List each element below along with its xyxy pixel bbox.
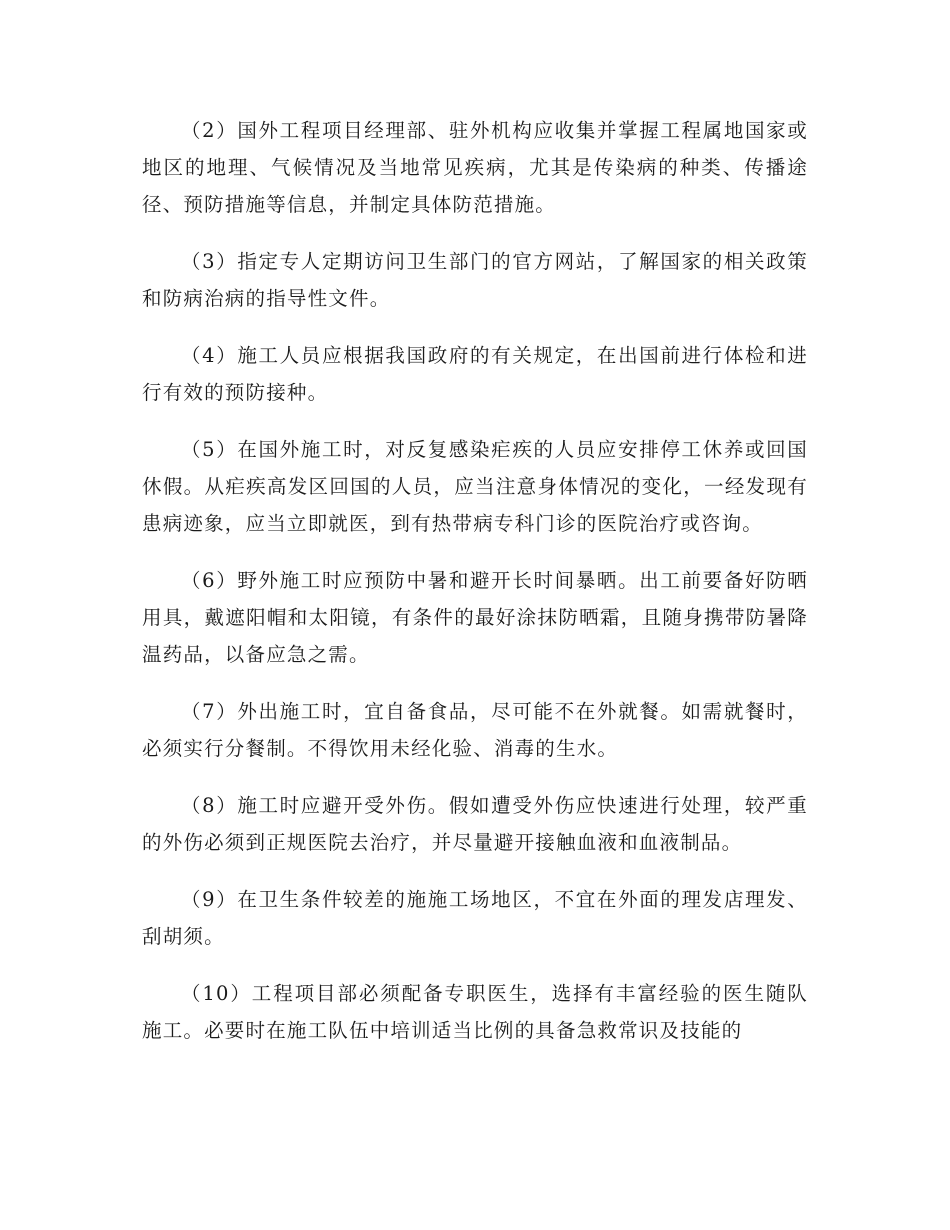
paragraph-2: （2）国外工程项目经理部、驻外机构应收集并掌握工程属地国家或地区的地理、气候情况及当地常见疾病，尤其是传染病的种类、传播途径、预防措施等信息，并制定具体防范措施。 (142, 119, 808, 216)
paragraph-5: （5）在国外施工时，对反复感染疟疾的人员应安排停工休养或回国休假。从疟疾高发区回国的人员，应当注意身体情况的变化，一经发现有患病迹象，应当立即就医，到有热带病专科门诊的医院治疗或咨询。 (142, 438, 808, 535)
paragraph-9: （9）在卫生条件较差的施施工场地区，不宜在外面的理发店理发、刮胡须。 (142, 888, 808, 948)
paragraph-7: （7）外出施工时，宜自备食品，尽可能不在外就餐。如需就餐时，必须实行分餐制。不得饮用未经化验、消毒的生水。 (142, 700, 808, 760)
document-body (142, 112, 808, 1069)
paragraph-6: （6）野外施工时应预防中暑和避开长时间暴晒。出工前要备好防晒用具，戴遮阳帽和太阳镜，有条件的最好涂抹防晒霜，且随身携带防暑降温药品，以备应急之需。 (142, 569, 808, 666)
paragraph-10: （10）工程项目部必须配备专职医生，选择有丰富经验的医生随队施工。必要时在施工队伍中培训适当比例的具备急救常识及技能的 (142, 982, 808, 1042)
paragraph-8: （8）施工时应避开受外伤。假如遭受外伤应快速进行处理，较严重的外伤必须到正规医院去治疗，并尽量避开接触血液和血液制品。 (142, 794, 808, 854)
paragraph-3: （3）指定专人定期访问卫生部门的官方网站，了解国家的相关政策和防病治病的指导性文件。 (142, 250, 808, 310)
paragraph-4: （4）施工人员应根据我国政府的有关规定，在出国前进行体检和进行有效的预防接种。 (142, 344, 808, 404)
